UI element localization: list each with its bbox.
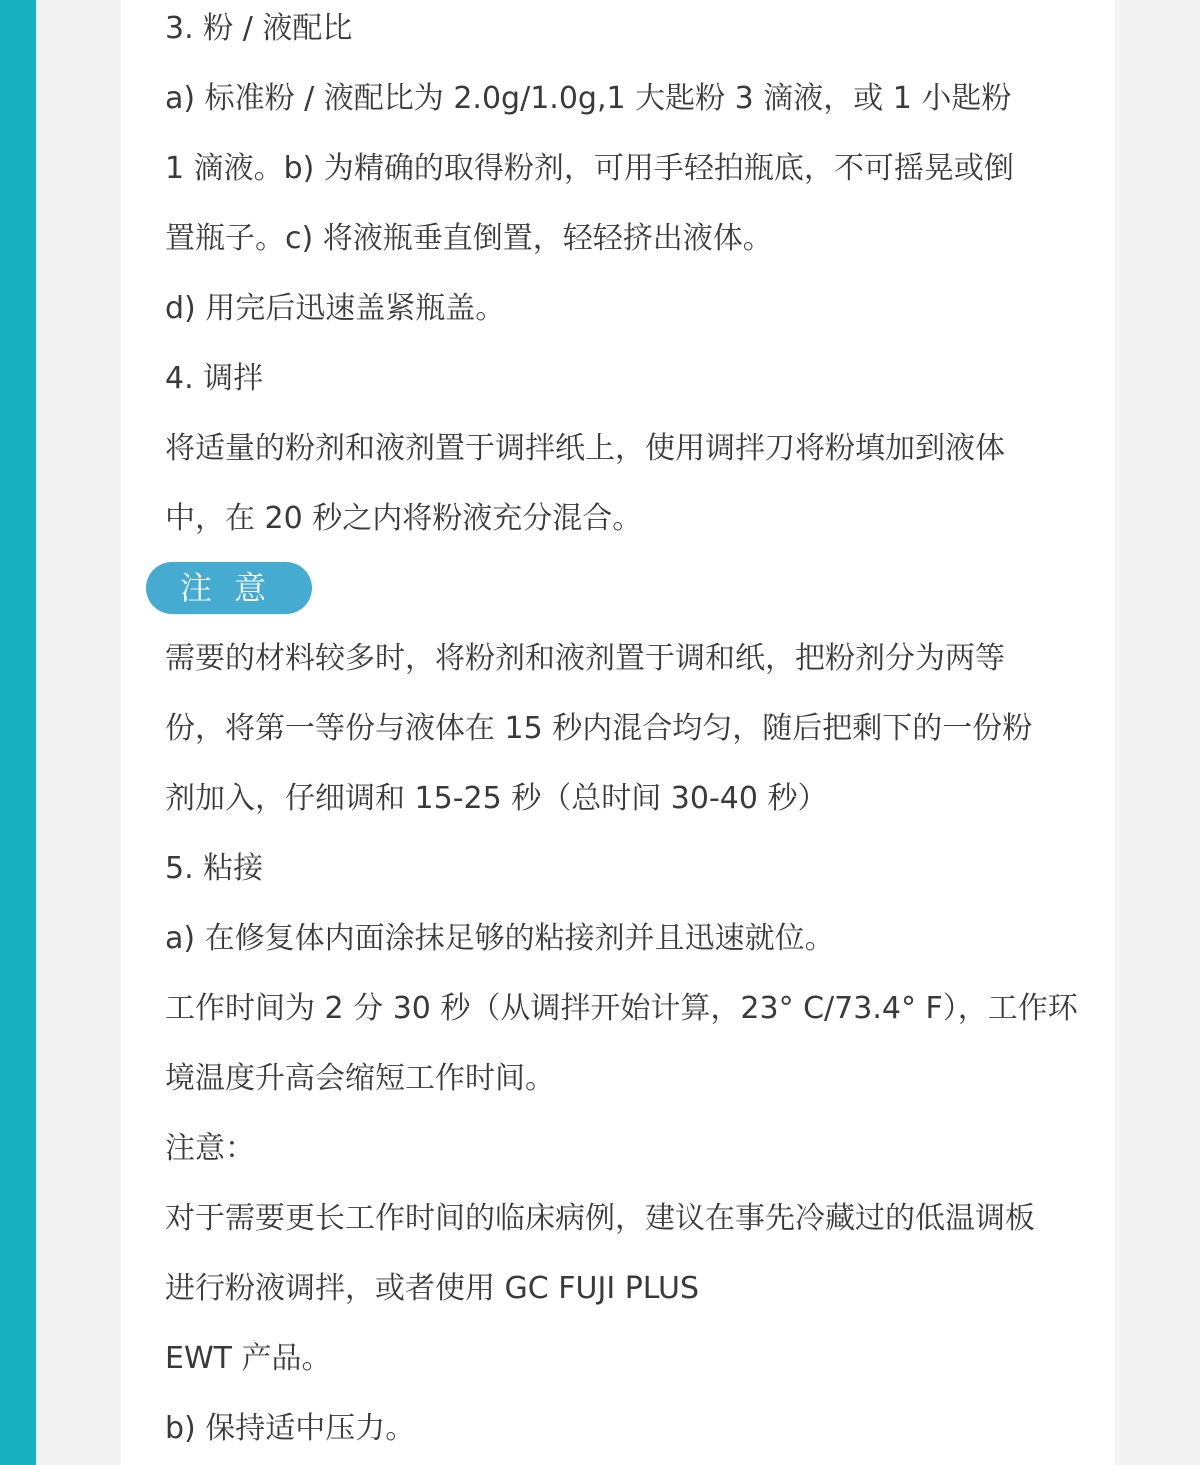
paragraph-line: a) 在修复体内面涂抹足够的粘接剂并且迅速就位。: [165, 921, 835, 956]
paragraph-line: b) 保持适中压力。: [165, 1411, 416, 1446]
section-heading-cementation: 5. 粘接: [165, 851, 264, 886]
paragraph-line: 将适量的粉剂和液剂置于调拌纸上，使用调拌刀将粉填加到液体: [165, 431, 1005, 466]
paragraph-line: 进行粉液调拌，或者使用 GC FUJI PLUS: [165, 1271, 700, 1306]
paragraph-line: 工作时间为 2 分 30 秒（从调拌开始计算，23° C/73.4° F），工作环: [165, 991, 1078, 1026]
paragraph-line: 中，在 20 秒之内将粉液充分混合。: [165, 501, 643, 536]
paragraph-line: 1 滴液。b) 为精确的取得粉剂，可用手轻拍瓶底，不可摇晃或倒: [165, 151, 1014, 186]
caution-label: 注意：: [165, 1131, 255, 1166]
note-badge: 注 意: [146, 562, 312, 614]
note-line: 份，将第一等份与液体在 15 秒内混合均匀，随后把剩下的一份粉: [165, 711, 1033, 746]
paragraph-line: EWT 产品。: [165, 1341, 332, 1376]
note-line: 需要的材料较多时，将粉剂和液剂置于调和纸，把粉剂分为两等: [165, 641, 1005, 676]
paragraph-line: a) 标准粉 / 液配比为 2.0g/1.0g,1 大匙粉 3 滴液，或 1 小匙粉: [165, 81, 1012, 116]
note-line: 剂加入，仔细调和 15-25 秒（总时间 30-40 秒）: [165, 781, 828, 816]
paragraph-line: 置瓶子。c) 将液瓶垂直倒置，轻轻挤出液体。: [165, 221, 773, 256]
section-heading-mixing: 4. 调拌: [165, 361, 264, 396]
paragraph-line: 对于需要更长工作时间的临床病例，建议在事先冷藏过的低温调板: [165, 1201, 1035, 1236]
paragraph-line: d) 用完后迅速盖紧瓶盖。: [165, 291, 506, 326]
section-heading-powder-liquid-ratio: 3. 粉 / 液配比: [165, 11, 353, 46]
paragraph-line: 境温度升高会缩短工作时间。: [165, 1061, 555, 1096]
left-accent-bar: [0, 0, 36, 1465]
